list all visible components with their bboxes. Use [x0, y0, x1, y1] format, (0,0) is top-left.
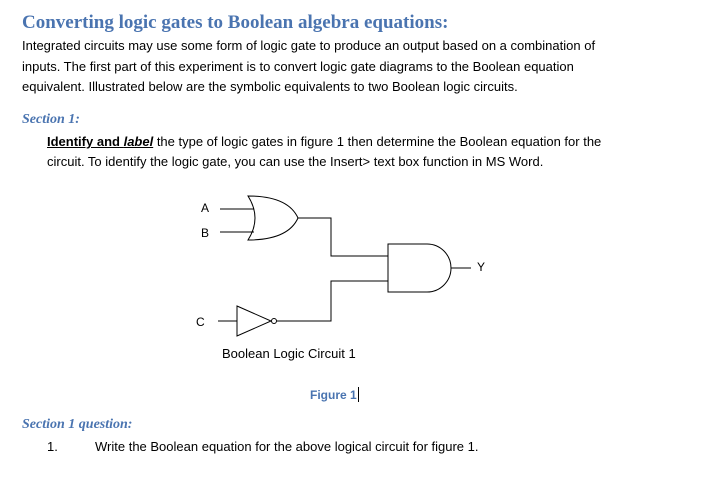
- input-c-label: C: [196, 315, 205, 329]
- not-bubble: [272, 319, 277, 324]
- document-title: Converting logic gates to Boolean algebra equations:: [22, 12, 449, 33]
- or-gate: [248, 196, 298, 240]
- intro-line-2: inputs. The first part of this experiment is to convert logic gate diagrams to the Boolean equation: [22, 59, 574, 74]
- or-output-wire: [298, 218, 388, 256]
- intro-line-3: equivalent. Illustrated below are the symbolic equivalents to two Boolean logic circuits.: [22, 79, 518, 94]
- figure-label-text: Figure 1: [310, 388, 357, 402]
- instruction-line-2: circuit. To identify the logic gate, you can use the Insert> text box function in MS Word.: [47, 154, 544, 169]
- and-gate: [388, 244, 451, 292]
- circuit-caption: Boolean Logic Circuit 1: [222, 346, 356, 361]
- figure-label[interactable]: [310, 387, 359, 402]
- not-output-wire: [277, 281, 388, 321]
- output-y-label: Y: [477, 260, 486, 274]
- question-number: 1.: [47, 439, 58, 454]
- instruction-identify: Identify and: [47, 134, 120, 149]
- instruction-rest: the type of logic gates in figure 1 then determine the Boolean equation for the: [153, 134, 602, 149]
- instruction-label-word: label: [123, 134, 154, 149]
- intro-line-1: Integrated circuits may use some form of logic gate to produce an output based on a combination of: [22, 38, 596, 53]
- not-gate: [237, 306, 271, 336]
- input-a-label: A: [201, 201, 210, 215]
- input-b-label: B: [201, 226, 210, 240]
- section-1-heading: Section 1:: [22, 112, 80, 127]
- question-text: Write the Boolean equation for the above logical circuit for figure 1.: [95, 439, 479, 454]
- text-cursor: [358, 387, 359, 402]
- question-heading: Section 1 question:: [22, 417, 133, 432]
